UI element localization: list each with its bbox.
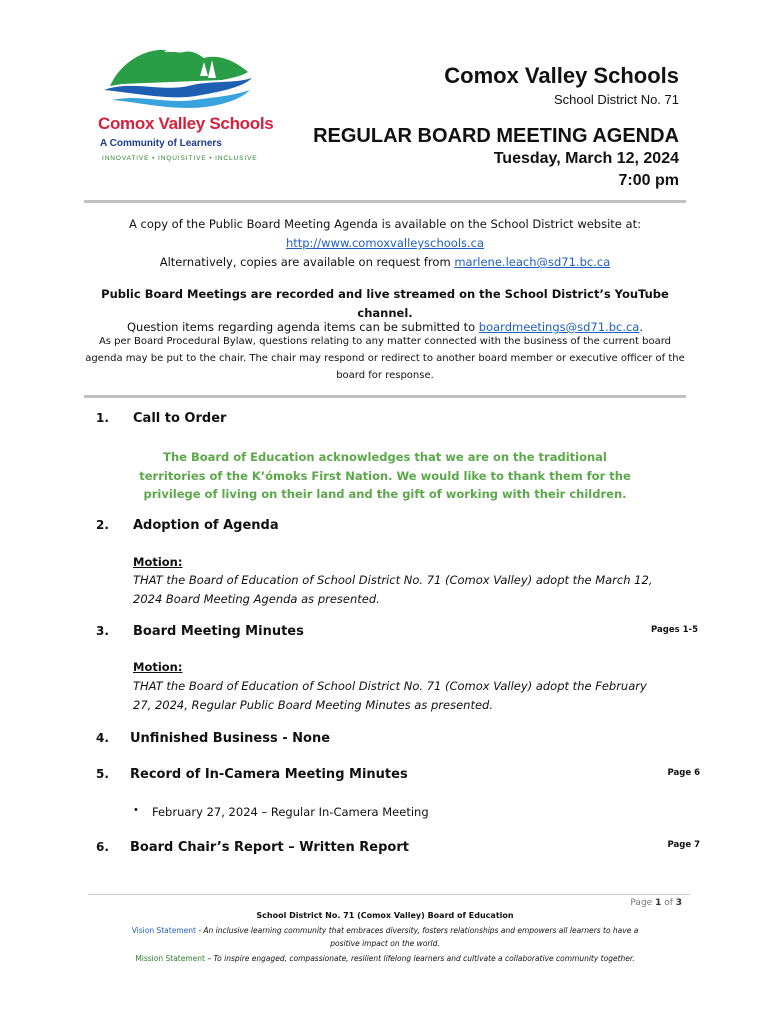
info-divider	[84, 395, 686, 398]
page-current: 1	[655, 898, 662, 908]
clerk-email-link[interactable]: marlene.leach@sd71.bc.ca	[454, 255, 611, 269]
website-link[interactable]: http://www.comoxvalleyschools.ca	[285, 236, 485, 250]
mountain-river-logo-icon	[92, 46, 264, 116]
meeting-time: 7:00 pm	[618, 172, 679, 189]
meeting-date: Tuesday, March 12, 2024	[493, 150, 679, 167]
footer	[120, 909, 650, 965]
item-2-title: Adoption of Agenda	[133, 518, 279, 533]
page-number	[630, 898, 682, 908]
item-3-motion-label: Motion:	[133, 660, 183, 674]
item-3-pages: Pages 1-5	[651, 625, 698, 635]
item-3-motion-text: THAT the Board of Education of School District No. 71 (Comox Valley) adopt the February 27, 2024, Regular Public Board Meeting Minutes as presented.	[133, 679, 647, 712]
item-1-number: 1.	[96, 411, 109, 425]
logo-subtitle: A Community of Learners	[100, 138, 222, 149]
questions-text: Question items regarding agenda items can be submitted to	[126, 320, 479, 334]
mission-statement	[120, 952, 650, 965]
vision-text: - An inclusive learning community that embraces diversity, fosters relationships and empowers all learners to have a positive impact on the world.	[195, 926, 639, 948]
vision-statement	[120, 924, 650, 950]
item-2-number: 2.	[96, 518, 109, 532]
logo-motto: INNOVATIVE • INQUISITIVE • INCLUSIVE	[102, 155, 258, 162]
header-divider	[84, 200, 686, 203]
org-name: Comox Valley Schools	[444, 63, 679, 88]
questions-email-link[interactable]: boardmeetings@sd71.bc.ca	[478, 320, 640, 334]
livestream-note: Public Board Meetings are recorded and live streamed on the School District’s YouTube channel.	[101, 287, 669, 320]
page-total: 3	[675, 898, 682, 908]
item-5-pages: Page 6	[667, 768, 700, 778]
mission-label: Mission Statement	[135, 954, 205, 963]
footer-divider	[88, 894, 690, 895]
land-acknowledgement: The Board of Education acknowledges that we are on the traditional territories of the K’ómoks First Nation. We would like to thank them for the privilege of living on their land and the gift of working with their children.	[139, 450, 631, 501]
vision-label: Vision Statement	[131, 926, 196, 935]
item-6-title: Board Chair’s Report – Written Report	[130, 840, 409, 855]
item-4-title: Unfinished Business - None	[130, 731, 331, 746]
item-2-motion-text: THAT the Board of Education of School District No. 71 (Comox Valley) adopt the March 12, 2024 Board Meeting Agenda as presented.	[133, 573, 653, 606]
bylaw-note: As per Board Procedural Bylaw, questions relating to any matter connected with the business of the current board agenda may be put to the chair. The chair may respond or redirect to another board member or executive officer of the board for response.	[85, 336, 685, 381]
item-6-number: 6.	[96, 840, 109, 854]
agenda-availability-note	[84, 215, 686, 272]
item-5-number: 5.	[96, 767, 109, 781]
logo-name: Comox Valley Schools	[98, 114, 274, 133]
page-title: REGULAR BOARD MEETING AGENDA	[313, 125, 679, 147]
item-5-title: Record of In-Camera Meeting Minutes	[130, 767, 408, 782]
page-prefix: Page	[630, 898, 656, 908]
item-2-motion-label: Motion:	[133, 555, 183, 569]
item-3-title: Board Meeting Minutes	[133, 624, 304, 639]
item-4-number: 4.	[96, 731, 109, 745]
district-number: School District No. 71	[554, 92, 679, 107]
mission-text: – To inspire engaged, compassionate, resilient lifelong learners and cultivate a collaborative community together.	[204, 954, 635, 963]
item-6-pages: Page 7	[667, 840, 700, 850]
page-of: of	[661, 898, 676, 908]
item-1-title: Call to Order	[133, 411, 227, 426]
questions-suffix: .	[639, 320, 644, 334]
footer-board-name: School District No. 71 (Comox Valley) Board of Education	[256, 911, 514, 920]
request-copy-text: Alternatively, copies are available on request from	[159, 255, 455, 269]
item-5-bullet: February 27, 2024 – Regular In-Camera Meeting	[152, 805, 429, 819]
item-3-number: 3.	[96, 624, 109, 638]
district-logo	[92, 46, 274, 170]
bullet-icon: •	[134, 804, 138, 816]
request-copy-line	[84, 253, 686, 272]
availability-text: A copy of the Public Board Meeting Agenda is available on the School District website at:	[129, 217, 641, 231]
